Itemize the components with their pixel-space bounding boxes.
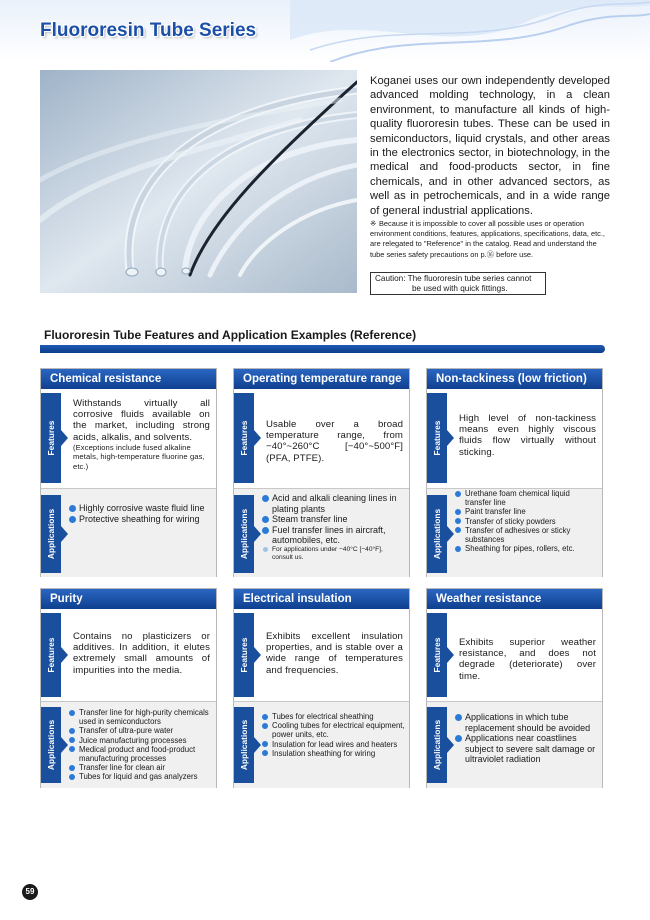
list-item: Transfer of adhesives or sticky substances — [455, 526, 598, 544]
caution-line-2: be used with quick fittings. — [412, 284, 508, 294]
list-item: Urethane foam chemical liquid transfer line — [455, 489, 598, 507]
features-panel — [41, 389, 216, 488]
list-item: Applications in which tube replacement should be avoided — [455, 712, 598, 733]
list-item: Paint transfer line — [455, 507, 598, 516]
features-tab: Features — [234, 613, 254, 697]
product-photo — [40, 70, 357, 293]
list-item: Transfer of sticky powders — [455, 517, 598, 526]
feature-text: Withstands virtually all corrosive fluids available on the market, including strong acids, alkalis, and solvents. (Exceptions include fused alkaline metals, high-temperature fluorine gas, etc.) — [73, 398, 210, 471]
applications-list — [455, 489, 598, 553]
feature-text: Exhibits superior weather resistance, and does not degrade (deteriorate) over time. — [459, 637, 596, 682]
applications-list — [262, 712, 405, 758]
card-purity — [40, 588, 217, 788]
features-tab: Features — [427, 393, 447, 483]
features-tab: Features — [234, 393, 254, 483]
card-electrical-insulation — [233, 588, 410, 788]
applications-tab: Applications — [427, 495, 447, 573]
card-operating-temperature-range — [233, 368, 410, 577]
list-item: Cooling tubes for electrical equipment, power units, etc. — [262, 721, 405, 739]
applications-tab: Applications — [234, 707, 254, 783]
section-rule — [40, 345, 605, 353]
applications-panel — [234, 489, 409, 577]
list-item: Juice manufacturing processes — [69, 736, 212, 745]
list-item: Steam transfer line — [262, 514, 405, 525]
applications-tab: Applications — [41, 707, 61, 783]
applications-tab: Applications — [41, 495, 61, 573]
card-chemical-resistance — [40, 368, 217, 577]
applications-panel — [427, 702, 602, 788]
applications-list — [69, 708, 212, 782]
features-panel — [234, 389, 409, 488]
page-number: 59 — [22, 884, 38, 900]
caution-line-1: Caution: The fluororesin tube series cannot — [375, 274, 532, 283]
note-mark: ※ — [370, 219, 377, 228]
features-panel — [234, 609, 409, 701]
applications-panel — [41, 489, 216, 577]
applications-tab: Applications — [234, 495, 254, 573]
applications-tab: Applications — [427, 707, 447, 783]
card-title: Chemical resistance — [41, 369, 216, 389]
applications-list — [262, 493, 405, 563]
card-title: Operating temperature range — [234, 369, 409, 389]
list-item: Protective sheathing for wiring — [69, 514, 212, 525]
features-tab: Features — [41, 613, 61, 697]
safety-note — [370, 219, 610, 260]
list-item: Transfer line for clean air — [69, 763, 212, 772]
features-panel — [41, 609, 216, 701]
card-non-tackiness — [426, 368, 603, 577]
applications-panel — [41, 702, 216, 788]
card-title: Electrical insulation — [234, 589, 409, 609]
list-note: For applications under −40°C [−40°F], consult us. — [262, 546, 405, 563]
features-tab: Features — [41, 393, 61, 483]
feature-text: Exhibits excellent insulation properties, and is stable over a wide range of temperatures and frequencies. — [266, 631, 403, 676]
list-item: Sheathing for pipes, rollers, etc. — [455, 544, 598, 553]
section-heading: Fluororesin Tube Features and Application Examples (Reference) — [44, 328, 417, 342]
applications-panel — [427, 489, 602, 577]
applications-list — [455, 712, 598, 765]
page-title: Fluororesin Tube Series — [40, 20, 257, 41]
list-item: Transfer of ultra-pure water — [69, 726, 212, 735]
card-weather-resistance — [426, 588, 603, 788]
feature-text: High level of non-tackiness means even highly viscous fluids flow virtually without sticking. — [459, 413, 596, 458]
caution-box — [370, 272, 546, 295]
list-item: Insulation sheathing for wiring — [262, 749, 405, 758]
list-item: Insulation for lead wires and heaters — [262, 740, 405, 749]
features-panel — [427, 609, 602, 701]
list-item: Acid and alkali cleaning lines in plating plants — [262, 493, 405, 514]
feature-text: Contains no plasticizers or additives. In addition, it elutes extremely small amounts of impurities into the media. — [73, 631, 210, 676]
applications-panel — [234, 702, 409, 788]
list-item: Tubes for electrical sheathing — [262, 712, 405, 721]
intro-paragraph: Koganei uses our own independently developed advanced molding technology, in a clean environment, to manufacture all kinds of high-quality fluororesin tubes. These can be used in semiconductors, liquid crystals, and other areas in the electronics sector, in biotechnology, in the medical and food-products sector, in fine chemicals, and in other advanced sectors, as well as in petrochemicals, and in a wide range of general industrial applications. — [370, 75, 610, 217]
feature-text: Usable over a broad temperature range, from −40°~260°C [−40°~500°F] (PFA, PTFE). — [266, 419, 403, 464]
card-title: Non-tackiness (low friction) — [427, 369, 602, 389]
features-tab: Features — [427, 613, 447, 697]
list-item: Tubes for liquid and gas analyzers — [69, 772, 212, 781]
list-item: Fuel transfer lines in aircraft, automobiles, etc. — [262, 525, 405, 546]
note-text: Because it is impossible to cover all possible uses or operation environment conditions, features, applications, specifications, data, etc., are relegated to "Reference" in the catalog. Read and understand the tube series safety precautions on p.⑯ before use. — [370, 219, 605, 259]
list-item: Transfer line for high-purity chemicals used in semiconductors — [69, 708, 212, 726]
card-title: Purity — [41, 589, 216, 609]
decorative-swirl — [290, 0, 650, 62]
list-item: Applications near coastlines subject to severe salt damage or ultraviolet radiation — [455, 733, 598, 765]
list-item: Medical product and food-product manufacturing processes — [69, 745, 212, 763]
features-panel — [427, 389, 602, 488]
applications-list — [69, 503, 212, 524]
card-title: Weather resistance — [427, 589, 602, 609]
page-header — [0, 0, 650, 62]
list-item: Highly corrosive waste fluid line — [69, 503, 212, 514]
